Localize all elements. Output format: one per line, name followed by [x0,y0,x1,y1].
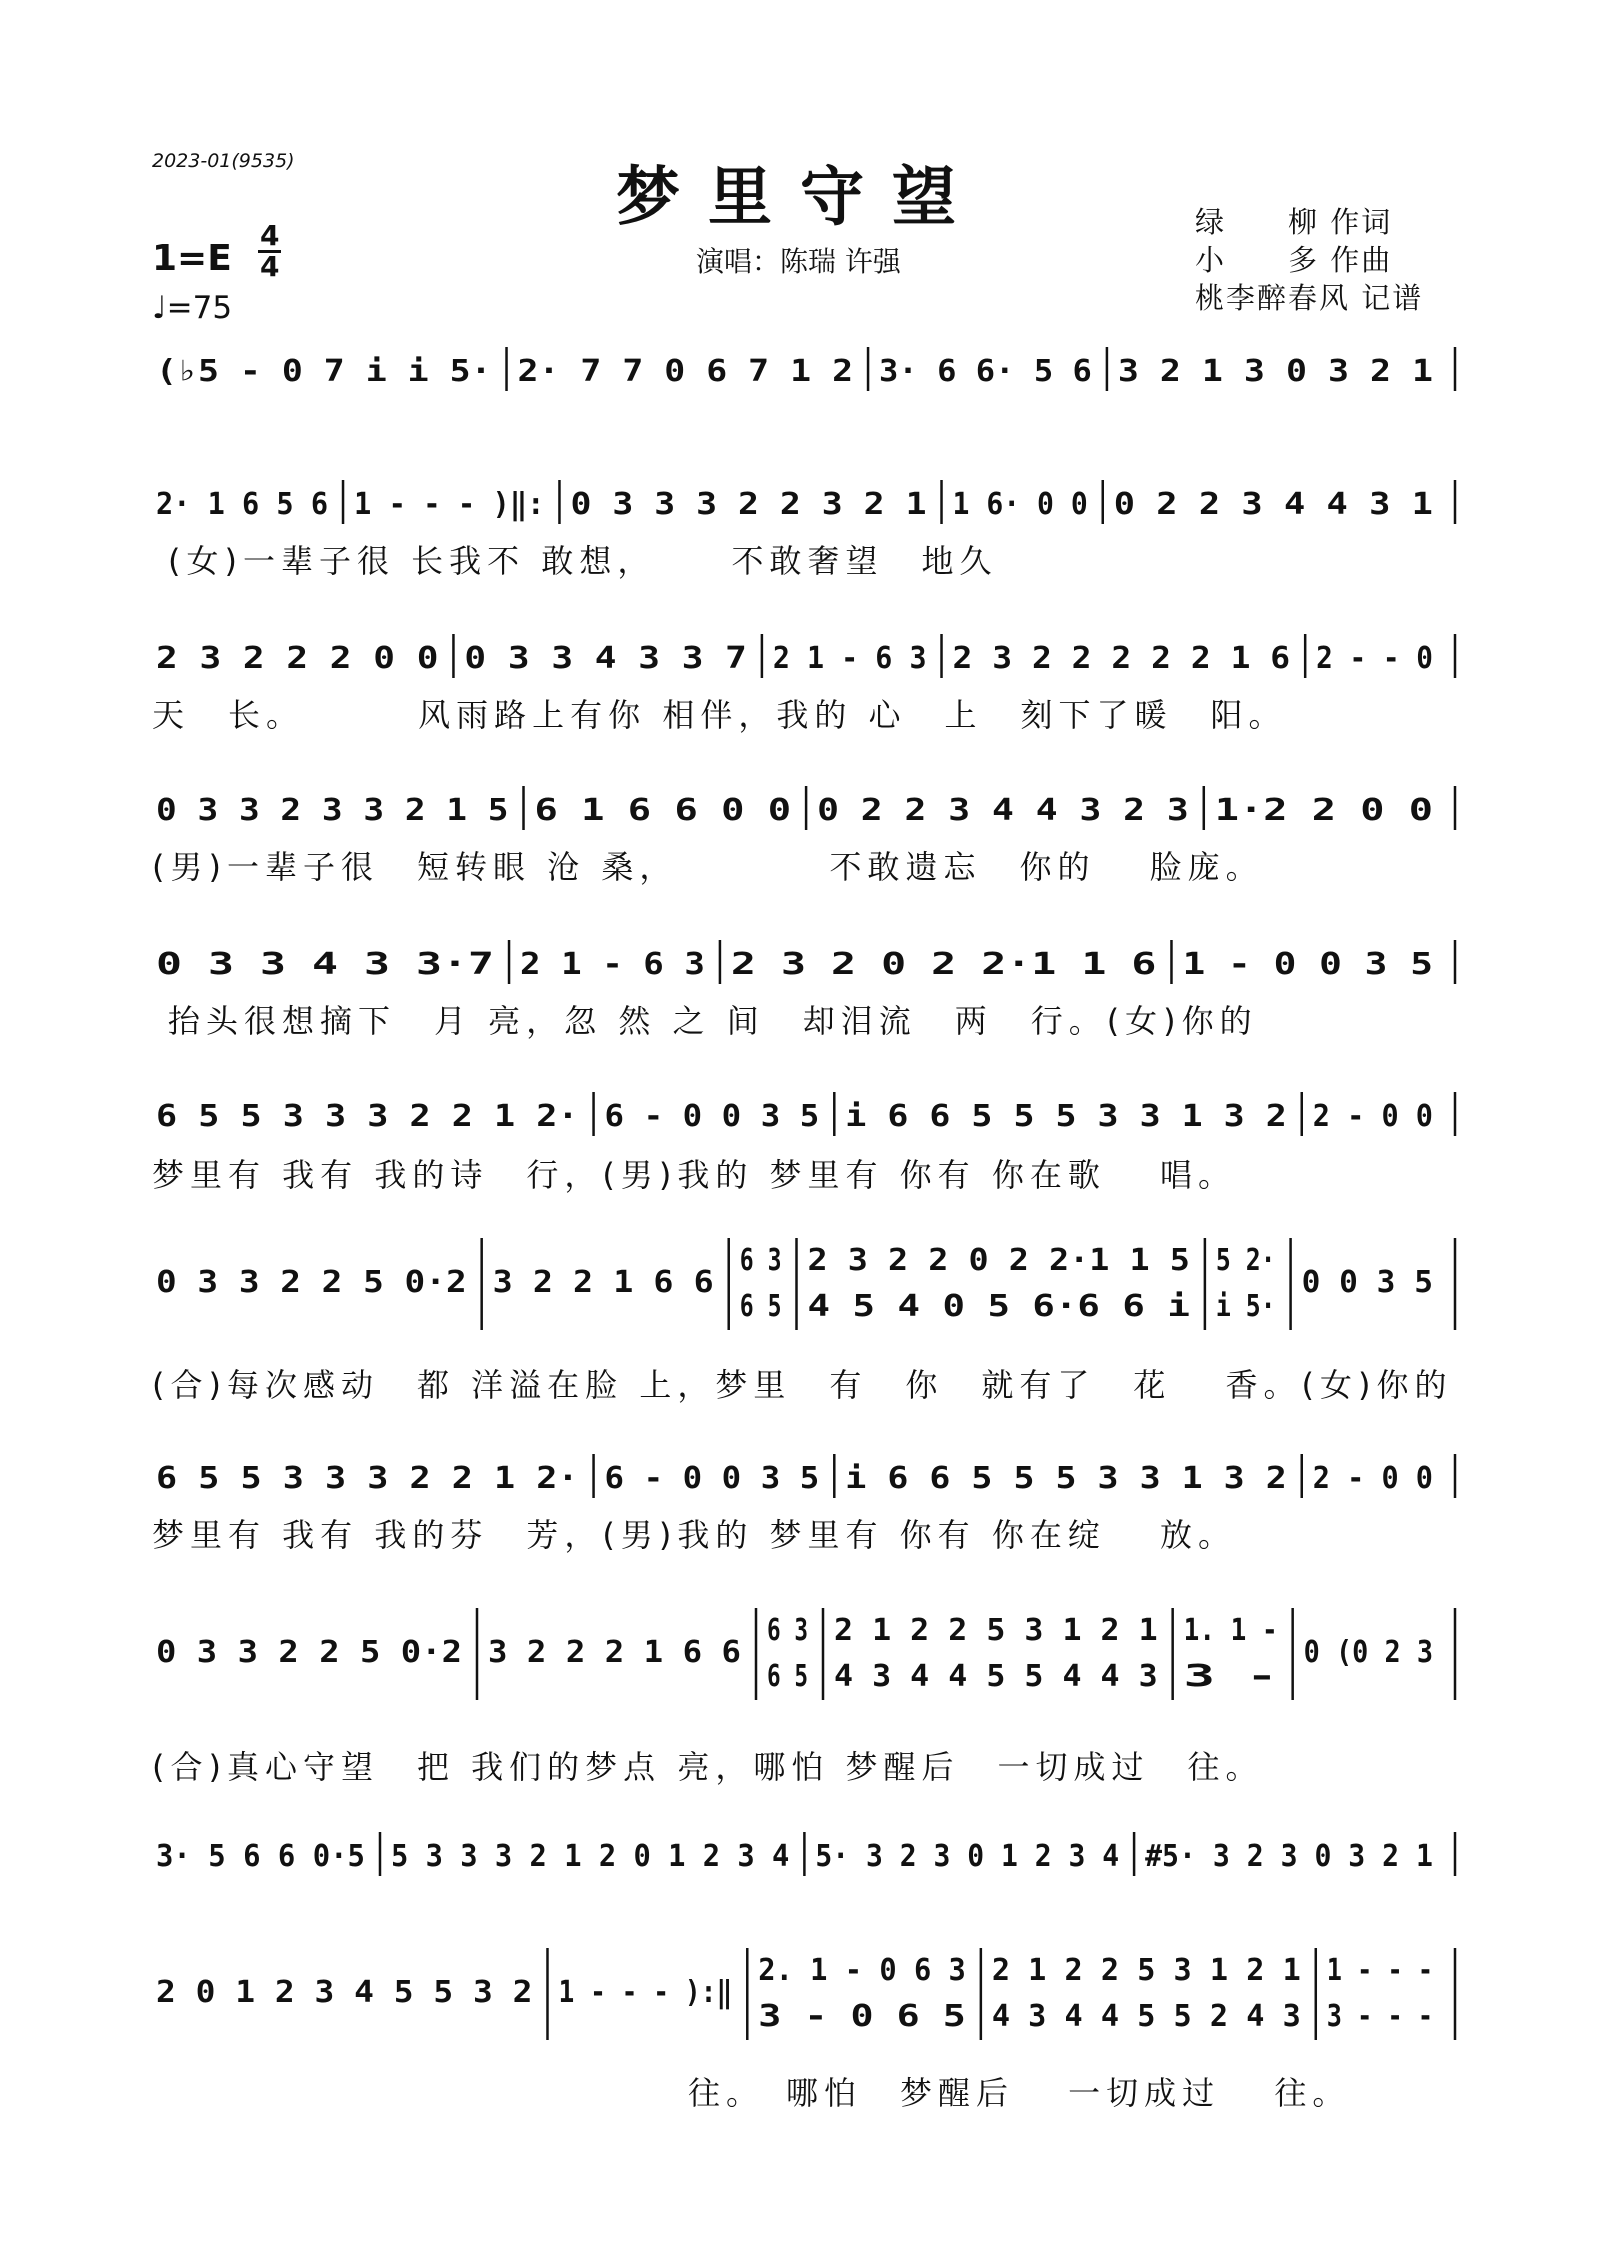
measure-notes: 0 3 3 4 3 3·7 [156,947,495,982]
measure-notes: 2 1 2 2 5 3 1 2 1 [991,1953,1301,1988]
measure-notes: 2 - 0 0 [1312,1461,1433,1496]
measure-notes: 0 3 3 2 2 5 0·2 [156,1635,462,1670]
measure-notes: 4 3 4 4 5 5 2 4 3 [991,1999,1301,2034]
score-row-svg [0,1830,1600,1960]
measure-notes: 6 5 5 3 3 3 2 2 1 2· [156,1099,579,1134]
measure-notes: 2 3 2 2 2 0 0 [156,641,439,676]
score-row [0,1240,1600,1324]
measure-notes: #5· 3 2 3 0 3 2 1 [1145,1839,1433,1874]
measure-notes: 2 1 - 6 3 [520,947,705,982]
score-row-svg [0,1950,1600,2080]
score-row [0,1090,1600,1150]
measure-notes: 6 3 [739,1243,782,1278]
measure-notes: 3 2 2 2 1 6 6 [488,1635,741,1670]
measure-notes: 0 2 2 3 4 4 3 1 [1113,487,1433,522]
time-signature [258,219,281,283]
measure-notes: 2 - 0 0 [1312,1099,1433,1134]
measure-notes: 3 - 0 6 5 [758,1999,966,2034]
key-signature: 1=E [152,238,232,279]
measure-notes: 4 5 4 0 5 6·6 6 i [807,1289,1190,1324]
measure-notes: 1. 1 - [1183,1613,1278,1648]
measure-notes: 0 3 3 2 2 5 0·2 [156,1265,467,1300]
measure-notes: 1 - - - )‖: [354,487,545,522]
measure-notes: 4 3 4 4 5 5 4 4 3 [834,1659,1158,1694]
measure-notes: 5 2· [1215,1243,1276,1278]
measure-notes: 2 1 - 6 3 [772,641,927,676]
measure-notes: 6 5 [767,1659,808,1694]
score-row [0,1452,1600,1512]
measure-notes: 0 3 3 3 2 2 3 2 1 [570,487,927,522]
score-row [0,1610,1600,1694]
measure-notes: 2· 7 7 0 6 7 1 2 [517,354,854,389]
singers-credit: 演唱：陈瑞 许强 [696,245,901,278]
time-signature-top: 4 [260,219,280,252]
measure-notes: 6 5 [739,1289,782,1324]
lyric-line: 天 长。 风雨路上有你 相伴，我的 心 上 刻下了暖 阳。 [152,696,1287,734]
lyric-line: (女)一辈子很 长我不 敢想， 不敢奢望 地久 [168,542,998,580]
measure-notes: 1 - - - ):‖ [558,1975,733,2010]
measure-notes: 0 2 2 3 4 4 3 2 3 [817,793,1189,828]
measure-notes: 1·2 2 0 0 [1214,793,1433,828]
score-row-svg [0,1610,1600,1740]
measure-notes: 6 3 [767,1613,808,1648]
measure-notes: 3 2 1 3 0 3 2 1 [1117,354,1433,389]
score-row [0,784,1600,844]
score-row [0,478,1600,538]
measure-notes: 2 3 2 2 0 2 2·1 1 5 [807,1243,1190,1278]
score-row [0,632,1600,692]
composer-credit: 小 多 作曲 [1195,243,1393,277]
song-title: 梦里守望 [616,160,984,235]
measure-notes: i 6 6 5 5 5 3 3 1 3 2 [845,1099,1287,1134]
lyric-line: (合)真心守望 把 我们的梦点 亮，哪怕 梦醒后 一切成过 往。 [152,1748,1264,1786]
measure-notes: 2 0 1 2 3 4 5 5 3 2 [156,1975,533,2010]
transcriber-credit: 桃李醉春风 记谱 [1195,281,1424,315]
catalog-number: 2023-01(9535) [152,150,295,172]
measure-notes: 6 5 5 3 3 3 2 2 1 2· [156,1461,579,1496]
measure-notes: 6 1 6 6 0 0 [534,793,792,828]
measure-notes: 5 3 3 3 2 1 2 0 1 2 3 4 [390,1839,790,1874]
measure-notes: 3 - [1183,1659,1278,1694]
measure-notes: i 6 6 5 5 5 3 3 1 3 2 [845,1461,1287,1496]
score-row [0,345,1600,405]
measure-notes: 6 - 0 0 3 5 [604,1461,820,1496]
measure-notes: 1 - 0 0 3 5 [1182,947,1433,982]
score-row [0,1950,1600,2034]
measure-notes: 5· 3 2 3 0 1 2 3 4 [815,1839,1120,1874]
tempo-marking: ♩=75 [152,290,233,326]
lyricist-credit: 绿 柳 作词 [1195,205,1393,239]
measure-notes: 2 3 2 0 2 2·1 1 6 [730,947,1157,982]
score-row-svg [0,1240,1600,1370]
measure-notes: 1 6· 0 0 [952,487,1088,522]
measure-notes: 0 3 3 4 3 3 7 [464,641,747,676]
measure-notes: 1 - - - [1326,1953,1433,1988]
measure-notes: 2 1 2 2 5 3 1 2 1 [834,1613,1158,1648]
measure-notes: 2· 1 6 5 6 [156,487,329,522]
score-row-svg [0,345,1600,475]
score-row [0,938,1600,998]
measure-notes: 2. 1 - 0 6 3 [758,1953,966,1988]
lyric-line: (合)每次感动 都 洋溢在脸 上，梦里 有 你 就有了 花 香。(女)你的 [152,1366,1453,1404]
measure-notes: 3 2 2 1 6 6 [492,1265,714,1300]
measure-notes: 3· 6 6· 5 6 [879,354,1092,389]
measure-notes: 3 - - - [1326,1999,1433,2034]
measure-notes: 0 (0 2 3 [1303,1635,1433,1670]
measure-notes: i 5· [1215,1289,1276,1324]
score-row [0,1830,1600,1890]
lyric-line: 抬头很想摘下 月 亮，忽 然 之 间 却泪流 两 行。(女)你的 [168,1002,1258,1040]
measure-notes: 2 - - 0 [1316,641,1433,676]
lyric-line: 梦里有 我有 我的芬 芳，(男)我的 梦里有 你有 你在绽 放。 [152,1516,1237,1554]
measure-notes: 0 3 3 2 3 3 2 1 5 [156,793,509,828]
measure-notes: (♭5 - 0 7 i i 5· [156,354,492,389]
measure-notes: 3· 5 6 6 0·5 [156,1839,365,1874]
measure-notes: 6 - 0 0 3 5 [604,1099,820,1134]
measure-notes: 2 3 2 2 2 2 2 1 6 [952,641,1291,676]
lyric-line: (男)一辈子很 短转眼 沧 桑， 不敢遗忘 你的 脸庞。 [152,848,1264,886]
lyric-line: 梦里有 我有 我的诗 行，(男)我的 梦里有 你有 你在歌 唱。 [152,1156,1237,1194]
time-signature-bottom: 4 [260,250,280,283]
measure-notes: 0 0 3 5 [1301,1265,1433,1300]
lyric-line: 往。 哪怕 梦醒后 一切成过 往。 [688,2074,1351,2112]
